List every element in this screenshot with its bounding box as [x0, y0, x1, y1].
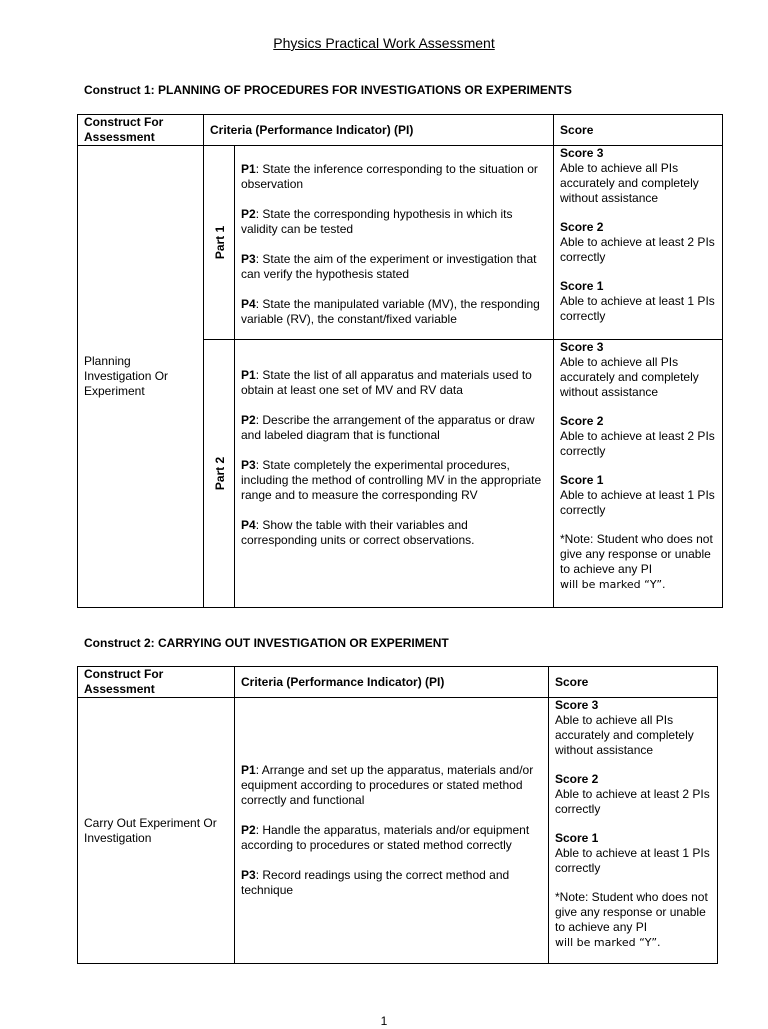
criteria-cell [235, 698, 549, 964]
score-title: Score 1 [560, 473, 604, 487]
note-marking: will be marked “Y”. [560, 578, 666, 591]
score-block [560, 340, 716, 400]
column-header-construct: Construct For Assessment [78, 115, 204, 146]
indicator-code: P1 [241, 763, 256, 777]
indicator-text: : Describe the arrangement of the apparatus or draw and labeled diagram that is functional [241, 413, 535, 442]
construct-2-table [77, 666, 718, 964]
page-title: Physics Practical Work Assessment [273, 35, 495, 51]
indicator-code: P3 [241, 458, 256, 472]
table-header-row [78, 115, 723, 146]
criteria-cell [235, 146, 554, 340]
indicator-item [241, 368, 547, 398]
score-description: Able to achieve at least 2 PIs correctly [555, 787, 710, 816]
score-description: Able to achieve at least 2 PIs correctly [560, 235, 715, 264]
construct-name: Planning Investigation Or Experiment [84, 354, 169, 398]
score-title: Score 2 [560, 414, 604, 428]
part-label: Part 1 [213, 225, 228, 260]
note-marking: will be marked “Y”. [555, 936, 661, 949]
score-title: Score 1 [555, 831, 599, 845]
score-description: Able to achieve all PIs accurately and completely without assistance [560, 355, 699, 399]
indicator-code: P3 [241, 252, 256, 266]
column-header-score: Score [554, 115, 723, 146]
score-title: Score 2 [560, 220, 604, 234]
indicator-code: P1 [241, 162, 256, 176]
score-block [560, 220, 716, 265]
indicator-text: : Record readings using the correct method and technique [241, 868, 510, 897]
construct-2-heading [84, 636, 449, 651]
indicator-item [241, 823, 542, 853]
indicator-text: : Show the table with their variables and corresponding units or correct observations. [241, 518, 475, 547]
indicator-text: : State the inference corresponding to the situation or observation [241, 162, 538, 191]
column-header-criteria: Criteria (Performance Indicator) (PI) [235, 667, 549, 698]
score-block [560, 146, 716, 206]
indicator-item [241, 413, 547, 443]
indicator-text: : State the manipulated variable (MV), the responding variable (RV), the constant/fixed variable [241, 297, 540, 326]
score-description: Able to achieve all PIs accurately and completely without assistance [560, 161, 699, 205]
indicator-text: : State completely the experimental procedures, including the method of controlling MV in the appropriate range and to measure the corresponding RV [241, 458, 542, 502]
score-description: Able to achieve at least 1 PIs correctly [560, 294, 715, 323]
score-block [560, 279, 716, 324]
column-header-criteria: Criteria (Performance Indicator) (PI) [204, 115, 554, 146]
construct-1-table [77, 114, 723, 608]
criteria-cell [235, 340, 554, 608]
indicator-item [241, 518, 547, 548]
note-text: *Note: Student who does not give any response or unable to achieve any PI [560, 532, 713, 576]
indicator-item [241, 207, 547, 237]
indicator-code: P4 [241, 297, 256, 311]
score-block [555, 772, 711, 817]
indicator-text: : Handle the apparatus, materials and/or equipment according to procedures or stated method correctly [241, 823, 530, 852]
construct-2-prefix: Construct 2: [84, 636, 155, 650]
construct-name: Carry Out Experiment Or Investigation [84, 815, 217, 845]
score-title: Score 2 [555, 772, 599, 786]
indicator-code: P3 [241, 868, 256, 882]
score-cell [554, 146, 723, 340]
indicator-item [241, 162, 547, 192]
part-label-cell [204, 340, 235, 608]
construct-name-cell [78, 146, 204, 608]
table-row-part-1 [78, 146, 723, 340]
score-title: Score 3 [560, 146, 604, 160]
column-header-score: Score [549, 667, 718, 698]
indicator-code: P2 [241, 823, 256, 837]
score-description: Able to achieve at least 2 PIs correctly [560, 429, 715, 458]
table-row [78, 698, 718, 964]
score-title: Score 3 [560, 340, 604, 354]
construct-1-prefix: Construct 1: [84, 83, 155, 97]
indicator-text: : State the list of all apparatus and materials used to obtain at least one set of MV and RV data [241, 368, 532, 397]
score-block [560, 414, 716, 459]
score-block [555, 698, 711, 758]
score-block [560, 473, 716, 518]
page-number: 1 [380, 1014, 388, 1028]
indicator-text: : Arrange and set up the apparatus, materials and/or equipment according to procedures or stated method correctly and functional [241, 763, 534, 807]
score-cell [549, 698, 718, 964]
score-title: Score 1 [560, 279, 604, 293]
indicator-item [241, 868, 542, 898]
score-cell [554, 340, 723, 608]
construct-1-title: PLANNING OF PROCEDURES FOR INVESTIGATIONS OR EXPERIMENTS [158, 83, 572, 97]
indicator-code: P2 [241, 413, 256, 427]
construct-2-title: CARRYING OUT INVESTIGATION OR EXPERIMENT [158, 636, 449, 650]
score-description: Able to achieve all PIs accurately and completely without assistance [555, 713, 694, 757]
indicator-item [241, 297, 547, 327]
part-label: Part 2 [213, 456, 228, 491]
score-note [560, 532, 716, 592]
indicator-code: P1 [241, 368, 256, 382]
indicator-code: P2 [241, 207, 256, 221]
score-description: Able to achieve at least 1 PIs correctly [555, 846, 710, 875]
indicator-code: P4 [241, 518, 256, 532]
score-title: Score 3 [555, 698, 599, 712]
table-header-row [78, 667, 718, 698]
construct-1-heading [84, 83, 572, 98]
construct-name-cell [78, 698, 235, 964]
score-description: Able to achieve at least 1 PIs correctly [560, 488, 715, 517]
note-text: *Note: Student who does not give any response or unable to achieve any PI [555, 890, 708, 934]
part-label-cell [204, 146, 235, 340]
indicator-item [241, 458, 547, 503]
indicator-text: : State the corresponding hypothesis in which its validity can be tested [241, 207, 513, 236]
score-block [555, 831, 711, 876]
indicator-item [241, 252, 547, 282]
indicator-text: : State the aim of the experiment or investigation that can verify the hypothesis stated [241, 252, 537, 281]
column-header-construct: Construct For Assessment [78, 667, 235, 698]
score-note [555, 890, 711, 950]
indicator-item [241, 763, 542, 808]
